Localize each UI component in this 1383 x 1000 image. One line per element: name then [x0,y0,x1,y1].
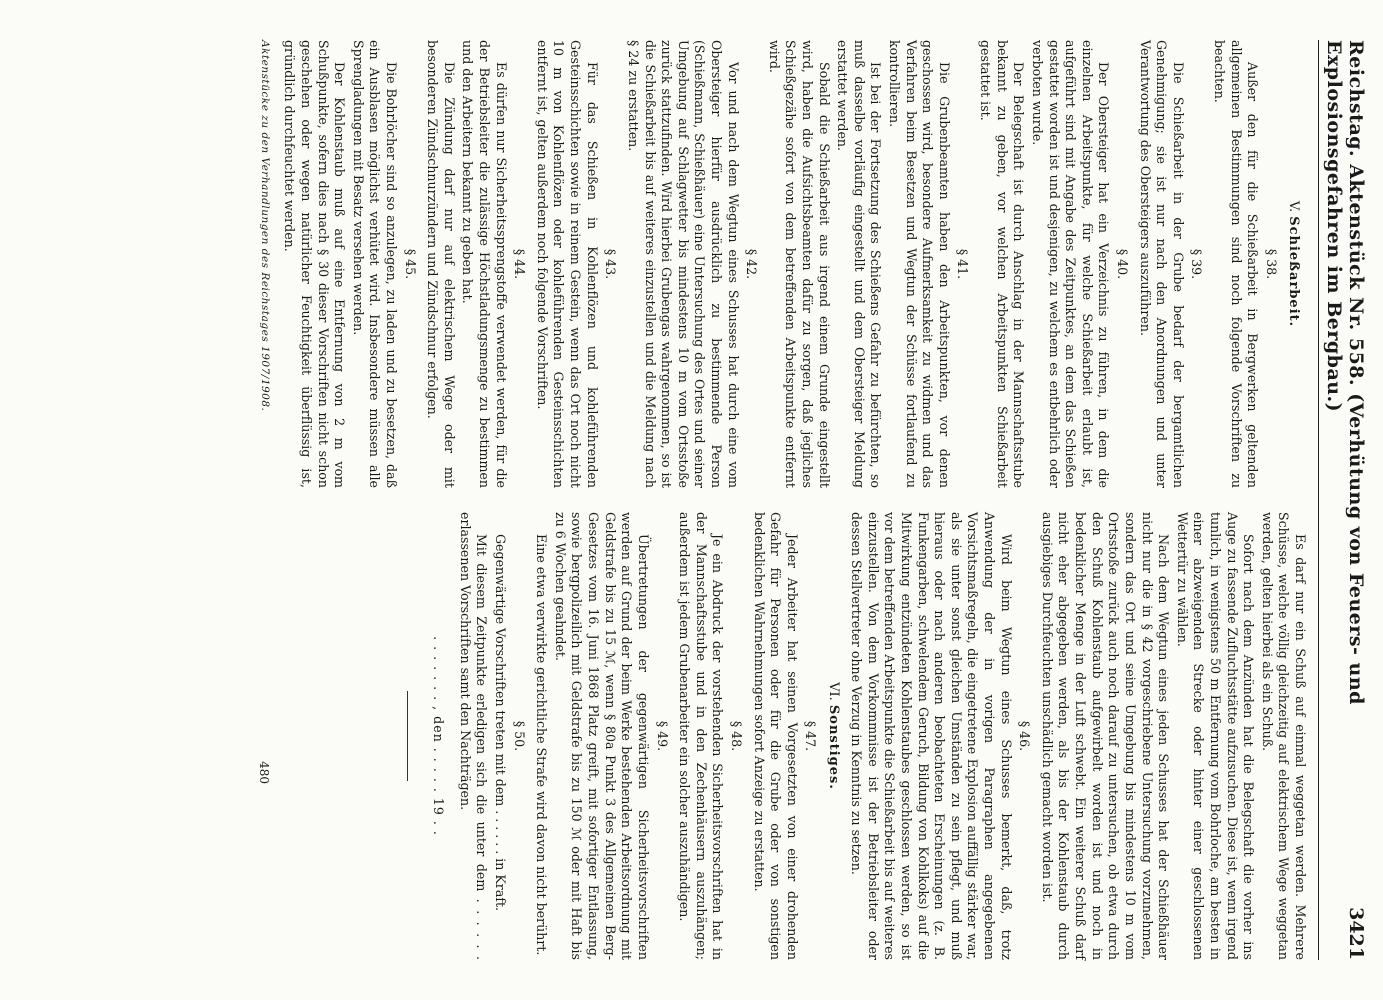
page-title: Reichstag. Aktenstück Nr. 558. (Verhütung von Feuers- und Explosionsgefahren im Bergbau.) [1323,40,1367,705]
para-47-number: § 47. [803,720,819,752]
para-48-number: § 48. [728,720,744,752]
para-38-text: Außer den für die Schießarbeit in Bergwerken geltenden allgemeinen Bestimmungen sind noch folgende Vorschriften zu beachten. [1212,40,1261,488]
para-47-text: Jeder Arbeiter hat seinen Vorgesetzten von einer drohenden Gefahr für Personen oder für die Grube oder von sonstigen bedenklichen Wahrnehmungen sofort Anzeige zu erstatten. [751,512,800,960]
right-column [257,512,1308,960]
para-49-text: Übertretungen der gegenwärtigen Sicherheitsvorschriften werden auf Grund der beim Werke bestehenden Arbeitsordnung mit Geldstrafe bis zu 15 ℳ, wenn § 80a Punkt 3 des Allgemeinen Berg-Gesetzes vom 16. Juni 1868 Platz greift, mit sofortiger Entlassung, sowie bergpolizeilich mit Geldstrafe bis zu 150 ℳ oder mit Haft bis zu 6 Wochen geahndet. [552,512,651,960]
para-50-number: § 50. [511,720,527,752]
signature-rule [407,691,408,781]
left-column [257,40,1308,488]
para-50-text: Mit diesem Zeitpunkte erledigen sich die unter dem . . . . . . erlassenen Vorschriften samt den Nachträgen. [457,512,490,960]
para-49-number: § 49. [654,720,670,752]
para-43-number: § 43. [603,248,619,280]
para-42-text: Vor und nach dem Wegtun eines Schusses hat durch eine vom Obersteiger hierfür ausdrücklich zu bestimmende Person (Schießmann, Schießhäuer) eine Untersuchung des Ortes und seiner Umgebung auf Schlagwetter bis mindestens 10 m vom Ortsstoße zurück stattzufinden. Wird hierbei Grubengas wahrgenommen, so ist die Schießarbeit bis auf weiteres einzustellen und die Meldung nach § 24 zu erstatten. [625,40,741,488]
para-39-text: Die Schießarbeit in der Grube bedarf der bergamtlichen Genehmigung; sie ist nur nach den Anordnungen und unter Verantwortung des Obersteigers auszuführen. [1137,40,1186,488]
para-45-continued: Es darf nur ein Schuß auf einmal weggetan werden. Mehrere Schüsse, welche völlig gleichzeitig auf elektrischem Wege weggetan werden, gelten hierbei als ein Schuß. [1259,512,1308,960]
para-45-continued: Sofort nach dem Anzünden hat die Belegschaft die vorher ins Auge zu fassende Zufluchtsstätte aufzusuchen. Diese ist, wenn irgend tunlich, in wenigstens 50 m Entfernung vom Bohrloche, am besten in einer abzweigenden Strecke oder hinter einer geschlossenen Wettertür zu wählen. [1174,512,1257,960]
para-42-number: § 42. [744,248,760,280]
bottom-page-number: 480 [256,761,271,784]
para-41-text: Sobald die Schießarbeit aus irgend einem Grunde eingestellt wird, haben die Aufsichtsbeamten dafür zu sorgen, daß jegliches Schießgezähe sofort von dem betreffenden Arbeitspunkte entfernt wird. [766,40,832,488]
para-48-text: Je ein Abdruck der vorstehenden Sicherheitsvorschriften hat in der Mannschaftsstube und in den Zechenhäusern auszuhängen; außerdem ist jedem Grubenarbeiter ein solcher auszuhändigen. [677,512,726,960]
para-44-text: Es dürfen nur Sicherheitssprengstoffe verwendet werden, für die der Betriebsleiter die zulässige Höchstladungsmenge zu bestimmen und den Arbeitern bekannt zu geben hat. [460,40,509,488]
para-40-text: Der Belegschaft ist durch Anschlag in der Mannschaftsstube bekannt zu geben, vor welchen Arbeitspunkten Schießarbeit gestattet ist. [978,40,1027,488]
page-header [1318,40,1367,960]
page-number: 3421 [1345,907,1367,960]
para-45-continued: Nach dem Wegtun eines jeden Schusses hat der Schießhäuer nicht nur die in § 42 vorgeschriebene Untersuchung vorzunehmen, sondern das Ort und seine Umgebung bis mindestens 10 m vom Ortsstoße zurück auch noch darauf zu untersuchen, ob etwa durch den Schuß Kohlenstaub aufgewirbelt worden ist und noch in bedenklicher Menge in der Luft schwebt. Ein weiterer Schuß darf nicht eher abgegeben werden, als bis der Kohlenstaub durch ausgiebiges Durchfeuchten unschädlich gemacht worden ist. [1039,512,1172,960]
para-44-text: Die Zündung darf nur auf elektrischem Wege oder mit besonderen Zündschnurzündern und Zündschnur erfolgen. [425,40,457,488]
para-41-text: Ist bei der Fortsetzung des Schießens Gefahr zu befürchten, so muß dasselbe vorläufig eingestellt und dem Obersteiger Meldung erstattet werden. [835,40,884,488]
section-vi-heading: VI. Sonstiges. [825,682,841,790]
section-v-heading: V. Schießarbeit. [1286,200,1301,328]
date-line: . . . . . . . , den . . . . . 19 . . [431,636,447,836]
para-45-text: Der Kohlenstaub muß auf eine Entfernung von 2 m vom Schußpunkte, sofern dies nach § 30 dieser Vorschriften nicht schon geschehen oder wegen natürlicher Feuchtigkeit überflüssig ist, gründlich durchfeuchtet werden. [282,40,348,488]
para-43-text: Für das Schießen in Kohlenflözen und kohleführenden Gesteinsschichten sowie in reinem Gestein, wenn das Ort noch nicht 10 m von Kohlenflözen oder kohleführenden Gesteinsschichten entfernt ist, gelten außerdem noch folgende Vorschriften. [534,40,600,488]
para-50-text: Gegenwärtige Vorschriften treten mit dem . . . . . . in Kraft. [493,534,509,912]
para-44-number: § 44. [512,248,528,280]
para-45-number: § 45. [402,248,418,280]
para-40-number: § 40. [1114,248,1130,280]
source-footer: Aktenstücke zu den Verhandlungen des Reichstages 1907/1908. [258,40,271,412]
para-41-text: Die Grubenbeamten haben den Arbeitspunkten, vor denen geschossen wird, besondere Aufmerksamkeit zu widmen und das Verfahren beim Besetzen und Wegtun der Schüsse fortlaufend zu kontrollieren. [887,40,952,488]
para-40-text: Der Obersteiger hat ein Verzeichnis zu führen, in dem die einzelnen Arbeitspunkte, für welche Schießarbeit erlaubt ist, aufgeführt sind mit Angabe des Zeitpunktes, an dem das Schießen gestattet worden ist und desjenigen, zu welchem es entbehrlich oder verboten wurde. [1029,40,1112,488]
para-46-text: Wird beim Wegtun eines Schusses bemerkt, daß, trotz Anwendung der in vorigen Paragraphen angegebenen Vorsichtsmaßregeln, die eingetretene Explosion auffällig stärker war, als sie unter sonst gleichen Umständen zu sein pflegt, und muß hieraus oder nach anderen beobachteten Erscheinungen (z. B. Funkengarben, schwelendem Geruch, Bildung von Kohlkoks) auf die Mitwirkung entzündeten Kohlenstaubes geschlossen werden, so ist vor dem betreffenden Arbeitspunkte die Schießarbeit bis auf weiteres einzustellen. Von dem Vorkommnisse ist der Betriebsleiter oder dessen Stellvertreter ohne Verzug in Kenntnis zu setzen. [849,512,1014,960]
two-column-body [257,40,1308,960]
para-38-number: § 38. [1263,248,1279,280]
para-45-text: Die Bohrlöcher sind so anzulegen, zu laden und zu besetzen, daß ein Ausblasen möglichst verhütet wird. Insbesondere müssen alle Sprengladungen mit Besatz versehen werden. [350,40,399,488]
para-46-number: § 46. [1017,720,1033,752]
para-41-number: § 41. [955,248,971,280]
para-49-text: Eine etwa verwirkte gerichtliche Strafe wird davon nicht berührt. [534,534,550,956]
para-39-number: § 39. [1189,248,1205,280]
